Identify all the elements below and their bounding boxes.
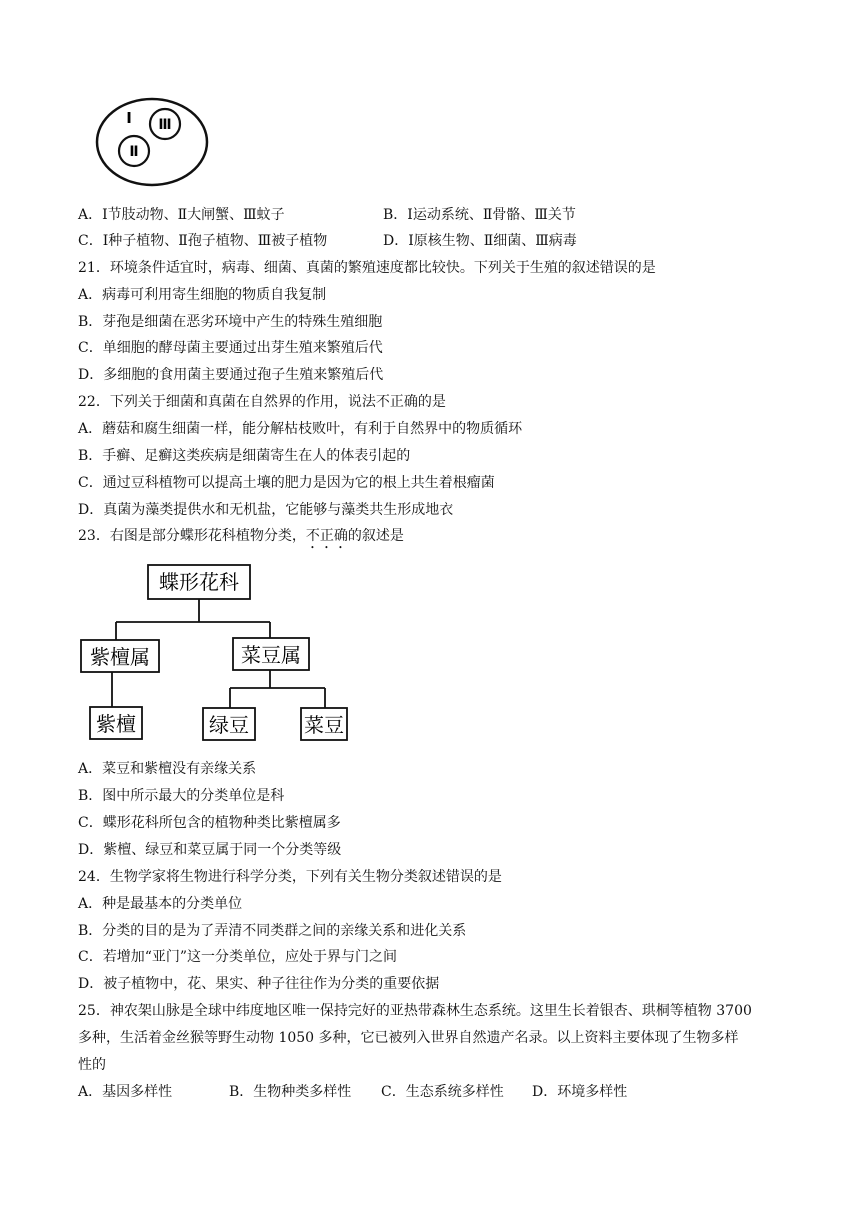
outer-circle-1	[97, 99, 207, 185]
q22-option-a: A．蘑菇和腐生细菌一样，能分解枯枝败叶，有利于自然界中的物质循环	[78, 421, 523, 437]
q22-option-b: B．手癣、足癣这类疾病是细菌寄生在人的体表引起的	[78, 448, 411, 464]
q21-option-b: B．芽孢是细菌在恶劣环境中产生的特殊生殖细胞	[78, 314, 383, 330]
q24-option-d: D．被子植物中，花、果实、种子往往作为分类的重要依据	[78, 976, 440, 992]
q24-option-c: C．若增加“亚门”这一分类单位，应处于界与门之间	[78, 949, 398, 965]
tree-genus-left-label: 紫檀属	[90, 645, 150, 669]
q23-stem-after: 的叙述是	[347, 528, 404, 544]
q22-option-c: C．通过豆科植物可以提高土壤的肥力是因为它的根上共生着根瘤菌	[78, 475, 495, 491]
q23-option-a: A．菜豆和紫檀没有亲缘关系	[78, 761, 257, 777]
tree-genus-right-label: 菜豆属	[241, 643, 301, 667]
q25-stem-line-3: 性的	[78, 1057, 106, 1073]
q23-stem-emphasis: 不正确	[305, 528, 348, 544]
q24-option-b: B．分类的目的是为了弄清不同类群之间的亲缘关系和进化关系	[78, 923, 467, 939]
tree-species-1-label: 紫檀	[96, 712, 136, 736]
q20-option-a: A．Ⅰ节肢动物、Ⅱ大闸蟹、Ⅲ蚊子	[78, 207, 285, 223]
q20-option-d: D．Ⅰ原核生物、Ⅱ细菌、Ⅲ病毒	[383, 233, 577, 249]
venn-label-3: Ⅲ	[158, 117, 172, 133]
venn-label-2: Ⅱ	[129, 144, 139, 160]
q24-option-a: A．种是最基本的分类单位	[78, 896, 243, 912]
q25-option-c: C．生态系统多样性	[381, 1084, 504, 1100]
q24-stem: 24．生物学家将生物进行科学分类，下列有关生物分类叙述错误的是	[78, 869, 502, 885]
q23-stem-before: 23．右图是部分蝶形花科植物分类，	[78, 528, 306, 544]
tree-species-3-label: 菜豆	[304, 713, 344, 737]
q25-option-d: D．环境多样性	[532, 1084, 628, 1100]
q20-option-c: C．Ⅰ种子植物、Ⅱ孢子植物、Ⅲ被子植物	[78, 233, 328, 249]
q23-option-c: C．蝶形花科所包含的植物种类比紫檀属多	[78, 815, 341, 831]
q21-option-d: D．多细胞的食用菌主要通过孢子生殖来繁殖后代	[78, 367, 384, 383]
q25-stem-line-1: 25．神农架山脉是全球中纬度地区唯一保持完好的亚热带森林生态系统。这里生长着银杏、珙桐等植物 3700	[78, 1003, 752, 1019]
q25-stem-line-2: 多种，生活着金丝猴等野生动物 1050 多种，它已被列入世界自然遗产名录。以上资料主要体现了生物多样	[78, 1030, 739, 1046]
classification-tree	[78, 562, 358, 746]
q23-stem	[78, 526, 404, 552]
q25-option-b: B．生物种类多样性	[229, 1084, 352, 1100]
q22-stem: 22．下列关于细菌和真菌在自然界的作用，说法不正确的是	[78, 394, 446, 410]
q23-option-d: D．紫檀、绿豆和菜豆属于同一个分类等级	[78, 842, 342, 858]
venn-label-1: Ⅰ	[126, 109, 132, 127]
venn-diagram	[94, 96, 210, 188]
q21-option-a: A．病毒可利用寄生细胞的物质自我复制	[78, 287, 327, 303]
q21-option-c: C．单细胞的酵母菌主要通过出芽生殖来繁殖后代	[78, 340, 383, 356]
q22-option-d: D．真菌为藻类提供水和无机盐，它能够与藻类共生形成地衣	[78, 502, 454, 518]
tree-root-label: 蝶形花科	[159, 570, 239, 594]
q21-stem: 21．环境条件适宜时，病毒、细菌、真菌的繁殖速度都比较快。下列关于生殖的叙述错误的是	[78, 260, 656, 276]
q20-option-b: B．Ⅰ运动系统、Ⅱ骨骼、Ⅲ关节	[383, 207, 576, 223]
tree-species-2-label: 绿豆	[209, 713, 249, 737]
q23-option-b: B．图中所示最大的分类单位是科	[78, 788, 285, 804]
q25-option-a: A．基因多样性	[78, 1084, 173, 1100]
